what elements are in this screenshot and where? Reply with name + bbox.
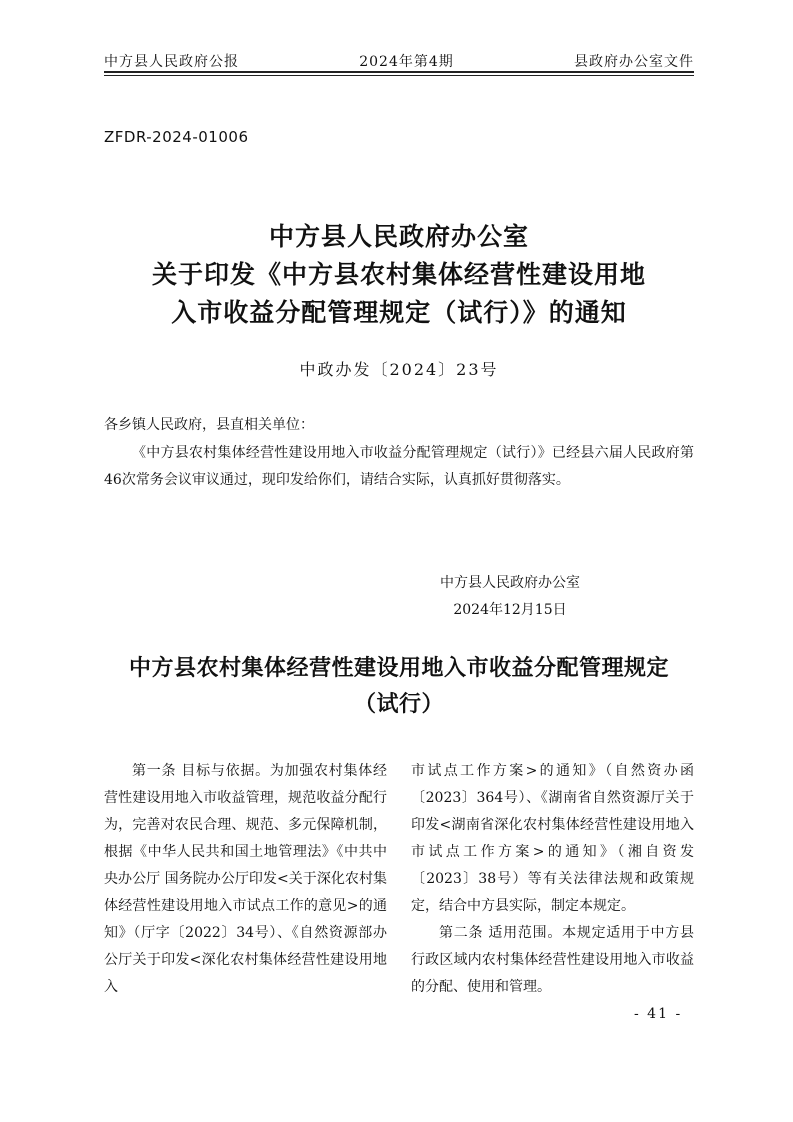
notice-title-line: 中方县人民政府办公室 [268, 222, 529, 251]
header-rule-thick [104, 71, 694, 73]
article-paragraph: 第一条 目标与依据。为加强农村集体经营性建设用地入市收益管理，规范收益分配行为，完善对农民合理、规范、多元保障机制，根据《中华人民共和国土地管理法》《中共中央办公厅 国务院办公厅印发<关于深化农村集体经营性建设用地入市试点工作的意见>的通知》（厅字〔2022〕34号）、《自然资源部办公厅关于印发<深化农村集体经营性建设用地入 [104, 763, 387, 995]
regulation-title-line: （试行） [353, 691, 444, 717]
page-header [104, 47, 694, 71]
salutation: 各乡镇人民政府，县直相关单位： [104, 417, 314, 433]
signature-date: 2024年12月15日 [453, 602, 567, 618]
notice-title-line: 关于印发《中方县农村集体经营性建设用地 [151, 260, 646, 289]
article-paragraph-continued: 市试点工作方案>的通知》（自然资办函〔2023〕364号）、《湖南省自然资源厅关于印发<湖南省深化农村集体经营性建设用地入市试点工作方案>的通知》（湘自资发〔2023〕38号）等有关法律法规和政策规定，结合中方县实际，制定本规定。 [411, 763, 694, 914]
header-publication: 中方县人民政府公报 [104, 54, 239, 70]
header-rule-thin [104, 75, 694, 76]
notice-title [104, 218, 694, 332]
regulation-title-line: 中方县农村集体经营性建设用地入市收益分配管理规定 [128, 655, 669, 681]
notice-title-line: 入市收益分配管理规定（试行）》的通知 [171, 298, 627, 327]
left-column [104, 758, 387, 1001]
signature-org: 中方县人民政府办公室 [440, 575, 580, 591]
signature-block [420, 570, 600, 624]
article-paragraph: 第二条 适用范围。本规定适用于中方县行政区域内农村集体经营性建设用地入市收益的分配、使用和管理。 [411, 925, 694, 995]
header-category: 县政府办公室文件 [573, 54, 694, 70]
page-number: - 41 - [634, 1006, 683, 1022]
header-issue: 2024年第4期 [359, 54, 454, 70]
regulation-title [104, 650, 694, 722]
right-column [411, 758, 694, 1001]
document-code: ZFDR-2024-01006 [104, 128, 249, 146]
intro-paragraph: 《中方县农村集体经营性建设用地入市收益分配管理规定（试行）》已经县六届人民政府第46次常务会议审议通过，现印发给你们，请结合实际，认真抓好贯彻落实。 [104, 445, 694, 488]
document-number: 中政办发〔2024〕23号 [299, 360, 499, 379]
